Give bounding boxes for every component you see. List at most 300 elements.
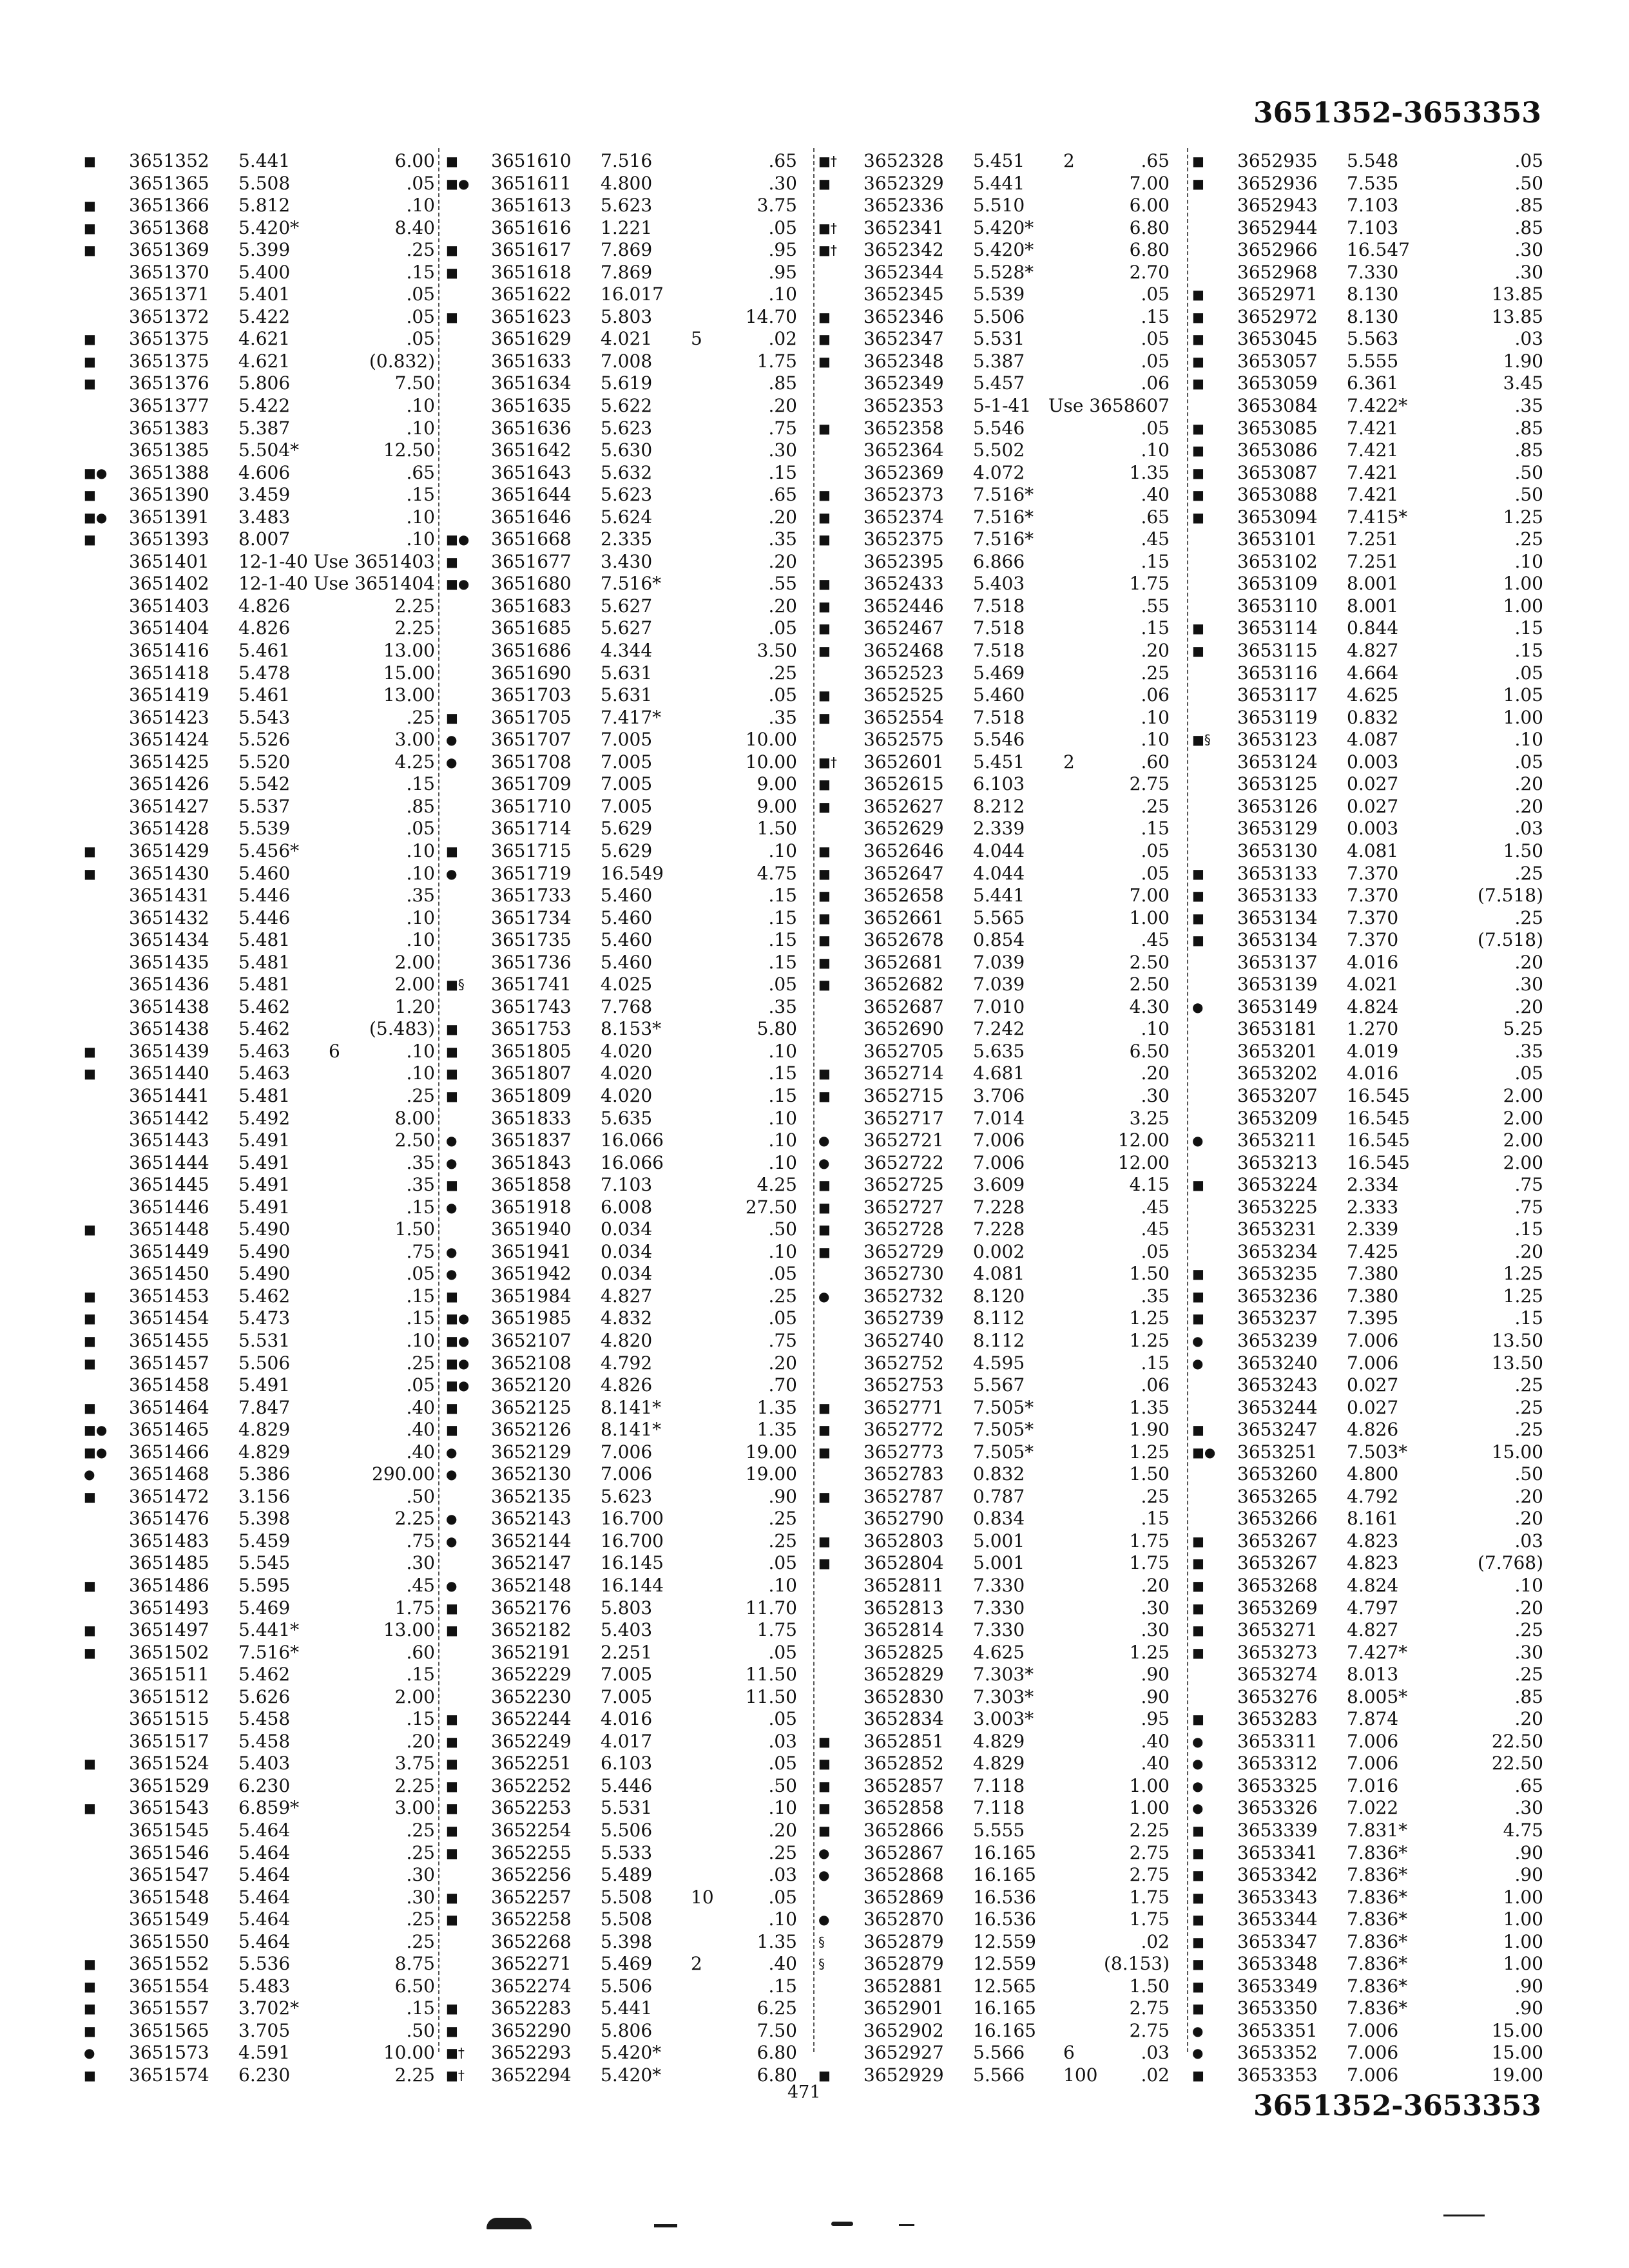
- part-number: 3653124: [1237, 751, 1318, 773]
- group-code: 5.624: [601, 506, 653, 528]
- price-value: 7.00: [1129, 172, 1170, 194]
- row-marker: ■●: [446, 1378, 470, 1394]
- part-number: 3651550: [129, 1930, 209, 1952]
- part-number: 3652722: [863, 1151, 944, 1173]
- group-code: 6.866: [973, 550, 1025, 572]
- price-value: 10.00: [383, 2042, 435, 2064]
- group-code: 8.112: [973, 1307, 1025, 1329]
- price-value: 1.90: [1129, 1419, 1170, 1441]
- price-value: 5.80: [757, 1018, 797, 1040]
- part-number: 3653274: [1237, 1664, 1318, 1686]
- column-divider: [438, 148, 439, 2052]
- row-marker: ■: [84, 1644, 96, 1660]
- group-code: 4.087: [1347, 729, 1399, 751]
- row-marker: ■: [1192, 1622, 1204, 1639]
- group-code: 2.335: [601, 528, 653, 550]
- group-code: 7.505*: [973, 1396, 1034, 1418]
- price-value: .95: [768, 261, 797, 283]
- part-number: 3651445: [129, 1174, 209, 1196]
- price-value: .10: [768, 1240, 797, 1262]
- price-value: .15: [768, 929, 797, 951]
- price-value: .50: [768, 1774, 797, 1796]
- row-marker: ■: [84, 1956, 96, 1972]
- price-value: .05: [1141, 1240, 1170, 1262]
- part-number: 3651393: [129, 528, 209, 550]
- row-marker: ■: [1192, 1311, 1204, 1327]
- group-code: 6.361: [1347, 372, 1399, 394]
- group-code: 5.481: [238, 929, 291, 951]
- price-value: .05: [768, 1641, 797, 1663]
- price-value: .35: [406, 885, 435, 907]
- group-code: 5.623: [601, 417, 653, 439]
- group-code: 7.421: [1347, 461, 1399, 483]
- group-code: 5.460: [601, 907, 653, 928]
- price-value: 3.00: [394, 729, 435, 751]
- group-code: 5.631: [601, 662, 653, 684]
- price-value: .25: [406, 1352, 435, 1374]
- group-code: 7.006: [973, 1129, 1025, 1151]
- part-number: 3651703: [491, 684, 572, 706]
- part-number: 3652678: [863, 929, 944, 951]
- group-code: 5.451: [973, 150, 1025, 171]
- group-code: 0.002: [973, 1240, 1025, 1262]
- group-code: 5.422: [238, 305, 291, 327]
- part-number: 3652943: [1237, 195, 1318, 216]
- row-marker: ■: [1192, 443, 1204, 459]
- row-marker: ●: [446, 1533, 458, 1549]
- row-marker: ■: [818, 776, 831, 793]
- price-value: .20: [1514, 1708, 1543, 1730]
- part-number: 3652790: [863, 1508, 944, 1530]
- part-number: 3653244: [1237, 1396, 1318, 1418]
- group-code: 8.120: [973, 1285, 1025, 1307]
- row-marker: ■: [446, 2023, 458, 2039]
- price-value: 4.30: [1129, 995, 1170, 1017]
- row-marker: ■: [1192, 487, 1204, 503]
- part-number: 3651472: [129, 1485, 209, 1507]
- part-number: 3652929: [863, 2064, 944, 2086]
- part-number: 3651809: [491, 1084, 572, 1106]
- group-code: 5.491: [238, 1196, 291, 1218]
- page-range-footer: 3651352-3653353: [1253, 2090, 1541, 2122]
- price-value: 22.50: [1491, 1730, 1543, 1752]
- part-number: 3651918: [491, 1196, 572, 1218]
- part-number: 3651622: [491, 284, 572, 305]
- price-value: .05: [1141, 284, 1170, 305]
- price-value: 2.75: [1129, 2019, 1170, 2041]
- price-value: .20: [768, 1820, 797, 1841]
- group-code: 6.008: [601, 1196, 653, 1218]
- group-code: 3.430: [601, 550, 653, 572]
- part-number: 3652293: [491, 2042, 572, 2064]
- group-code: 7.505*: [973, 1441, 1034, 1463]
- price-value: .40: [1141, 484, 1170, 506]
- price-value: .35: [768, 706, 797, 728]
- group-code: 7.516*: [601, 573, 662, 595]
- part-number: 3652830: [863, 1686, 944, 1707]
- price-value: 2.00: [1503, 1084, 1543, 1106]
- row-marker: ■: [446, 1288, 458, 1304]
- row-marker: ●: [446, 1199, 458, 1215]
- group-code: 4.681: [973, 1062, 1025, 1084]
- price-value: (7.518): [1477, 885, 1543, 907]
- price-value: .50: [1514, 461, 1543, 483]
- part-number: 3652375: [863, 528, 944, 550]
- price-value: 9.00: [757, 773, 797, 795]
- row-marker: ■: [818, 1733, 831, 1749]
- group-code: 4.797: [1347, 1597, 1399, 1619]
- row-marker: ■: [446, 1088, 458, 1104]
- row-marker: ■: [1192, 1867, 1204, 1883]
- part-number: 3652730: [863, 1263, 944, 1285]
- part-number: 3653251: [1237, 1441, 1318, 1463]
- price-value: .15: [406, 484, 435, 506]
- part-number: 3651493: [129, 1597, 209, 1619]
- part-number: 3651375: [129, 328, 209, 350]
- price-value: 6.80: [1129, 239, 1170, 261]
- group-code: 16.545: [1347, 1129, 1410, 1151]
- part-number: 3653125: [1237, 773, 1318, 795]
- price-value: .30: [1514, 261, 1543, 283]
- part-number: 3651741: [491, 974, 572, 995]
- group-code: 5.546: [973, 417, 1025, 439]
- part-number: 3651432: [129, 907, 209, 928]
- price-value: .25: [406, 1820, 435, 1841]
- row-marker: ■: [446, 1889, 458, 1905]
- part-number: 3653341: [1237, 1841, 1318, 1863]
- group-code: 2.339: [1347, 1218, 1399, 1240]
- part-number: 3651388: [129, 461, 209, 483]
- price-value: .10: [406, 862, 435, 884]
- part-number: 3653088: [1237, 484, 1318, 506]
- price-value: 2.75: [1129, 1997, 1170, 2019]
- price-value: .75: [768, 1329, 797, 1351]
- part-number: 3651634: [491, 372, 572, 394]
- part-number: 3652364: [863, 439, 944, 461]
- row-marker: ■: [446, 1399, 458, 1416]
- group-code: 7.010: [973, 995, 1025, 1017]
- price-value: .03: [1514, 818, 1543, 840]
- part-number: 3653326: [1237, 1797, 1318, 1819]
- price-value: .35: [768, 995, 797, 1017]
- group-code: 5.508: [601, 1886, 653, 1908]
- group-code: 4.016: [1347, 1062, 1399, 1084]
- price-value: .10: [1514, 729, 1543, 751]
- group-code: 16.536: [973, 1886, 1036, 1908]
- price-value: .05: [1141, 350, 1170, 372]
- row-marker: ■: [818, 2068, 831, 2084]
- group-code: 7.421: [1347, 439, 1399, 461]
- row-marker: ■: [818, 1533, 831, 1549]
- price-value: 13.85: [1491, 284, 1543, 305]
- group-code: 4.072: [973, 461, 1025, 483]
- group-code: 4.792: [601, 1352, 653, 1374]
- price-value: 1.20: [394, 995, 435, 1017]
- price-value: 11.50: [745, 1686, 797, 1707]
- group-code: 7.836*: [1347, 1975, 1408, 1997]
- row-marker: ■: [1192, 1177, 1204, 1193]
- price-value: .20: [1514, 1240, 1543, 1262]
- group-code: 5.542: [238, 773, 291, 795]
- row-marker: ■: [1192, 1555, 1204, 1571]
- group-code: 5.420*: [601, 2042, 662, 2064]
- group-code: 8.112: [973, 1329, 1025, 1351]
- part-number: 3651401: [129, 550, 209, 572]
- row-marker: ■: [84, 220, 96, 236]
- part-number: 3651984: [491, 1285, 572, 1307]
- price-value: 3.75: [757, 195, 797, 216]
- group-code: 0.034: [601, 1263, 653, 1285]
- row-marker: ■: [818, 487, 831, 503]
- part-number: 3652283: [491, 1997, 572, 2019]
- part-number: 3651644: [491, 484, 572, 506]
- price-value: .75: [768, 417, 797, 439]
- price-value: 2.25: [394, 1774, 435, 1796]
- price-value: 3.75: [394, 1753, 435, 1774]
- price-value: .25: [406, 706, 435, 728]
- part-number: 3652290: [491, 2019, 572, 2041]
- group-code: 5.504*: [238, 439, 300, 461]
- row-marker: ■†: [818, 153, 837, 169]
- group-code: 5.387: [238, 417, 291, 439]
- part-number: 3652690: [863, 1018, 944, 1040]
- part-number: 3651402: [129, 573, 209, 595]
- part-number: 3652130: [491, 1463, 572, 1485]
- group-code: 5.491: [238, 1174, 291, 1196]
- price-value: .05: [768, 1708, 797, 1730]
- part-number: 3651635: [491, 395, 572, 417]
- price-value: .10: [1141, 439, 1170, 461]
- row-marker: ■: [1192, 465, 1204, 481]
- scan-smudge: [899, 2224, 914, 2226]
- price-value: .70: [768, 1374, 797, 1396]
- group-code: 5.635: [601, 1107, 653, 1129]
- group-code: 5.491: [238, 1151, 291, 1173]
- part-number: 3652143: [491, 1508, 572, 1530]
- part-number: 3653311: [1237, 1730, 1318, 1752]
- part-number: 3651430: [129, 862, 209, 884]
- group-code: 0.027: [1347, 795, 1399, 817]
- group-code: 7.836*: [1347, 1930, 1408, 1952]
- price-value: .75: [1514, 1174, 1543, 1196]
- row-marker: ■: [818, 1222, 831, 1238]
- price-value: 1.00: [1503, 1908, 1543, 1930]
- part-number: 3652294: [491, 2064, 572, 2086]
- group-code: 5.492: [238, 1107, 291, 1129]
- part-number: 3652344: [863, 261, 944, 283]
- group-code: 7.118: [973, 1774, 1025, 1796]
- group-code: 7.118: [973, 1797, 1025, 1819]
- price-value: .20: [406, 1730, 435, 1752]
- price-value: 1.50: [1503, 840, 1543, 861]
- part-number: 3651610: [491, 150, 572, 171]
- price-value: .15: [1141, 617, 1170, 639]
- group-code: 5.629: [601, 840, 653, 861]
- row-marker: ●: [84, 2045, 95, 2061]
- price-value: Use 3651404: [313, 573, 435, 595]
- row-marker: ■: [84, 2068, 96, 2084]
- group-code: 12.565: [973, 1975, 1036, 1997]
- part-number: 3651426: [129, 773, 209, 795]
- row-marker: ■: [818, 331, 831, 347]
- group-code: 5.001: [973, 1530, 1025, 1552]
- part-number: 3652771: [863, 1396, 944, 1418]
- group-code: 5.565: [973, 907, 1025, 928]
- price-value: 1.35: [757, 1419, 797, 1441]
- row-marker: ■: [818, 954, 831, 970]
- price-value: 1.25: [1129, 1641, 1170, 1663]
- price-value: .30: [406, 1864, 435, 1886]
- price-value: .75: [406, 1240, 435, 1262]
- part-number: 3651708: [491, 751, 572, 773]
- price-value: 290.00: [372, 1463, 435, 1485]
- group-code: 3.156: [238, 1485, 291, 1507]
- group-code: 4.621: [238, 328, 291, 350]
- price-value: .10: [406, 840, 435, 861]
- group-code: 4.824: [1347, 1575, 1399, 1596]
- part-number: 3651515: [129, 1708, 209, 1730]
- group-code: 12-1-40: [238, 573, 308, 595]
- part-number: 3651443: [129, 1129, 209, 1151]
- row-marker: ■: [84, 843, 96, 859]
- group-code: 7.242: [973, 1018, 1025, 1040]
- part-number: 3652879: [863, 1953, 944, 1975]
- price-value: .40: [406, 1441, 435, 1463]
- part-number: 3652255: [491, 1841, 572, 1863]
- price-value: .15: [768, 1975, 797, 1997]
- part-number: 3651616: [491, 216, 572, 238]
- group-code: 4.344: [601, 640, 653, 662]
- price-value: .05: [1514, 662, 1543, 684]
- row-marker: ■: [446, 1600, 458, 1616]
- part-number: 3652341: [863, 216, 944, 238]
- part-number: 3652879: [863, 1930, 944, 1952]
- group-code: 5.399: [238, 239, 291, 261]
- price-value: .65: [1141, 150, 1170, 171]
- price-value: .15: [1514, 617, 1543, 639]
- price-value: 4.75: [1503, 1820, 1543, 1841]
- part-number: 3653119: [1237, 706, 1318, 728]
- row-marker: ■: [1192, 1578, 1204, 1593]
- group-code: 0.027: [1347, 1374, 1399, 1396]
- row-marker: ■: [818, 843, 831, 859]
- group-code: 5.446: [601, 1774, 653, 1796]
- price-value: .15: [1141, 1508, 1170, 1530]
- price-value: (7.768): [1477, 1552, 1543, 1574]
- row-marker: ■: [1192, 2068, 1204, 2084]
- part-number: 3653094: [1237, 506, 1318, 528]
- group-code: 7.516: [601, 150, 653, 171]
- part-number: 3652968: [1237, 261, 1318, 283]
- part-number: 3651629: [491, 328, 572, 350]
- group-code: 6.859*: [238, 1797, 300, 1819]
- group-code: 4.595: [973, 1352, 1025, 1374]
- group-code: 5.386: [238, 1463, 291, 1485]
- group-code: 5.536: [238, 1953, 291, 1975]
- group-code: 7.005: [601, 729, 653, 751]
- group-code: 4.827: [1347, 640, 1399, 662]
- part-number: 3651743: [491, 995, 572, 1017]
- group-code: 5.635: [973, 1040, 1025, 1062]
- row-marker: ●: [1192, 1733, 1204, 1749]
- group-code: 4.829: [238, 1419, 291, 1441]
- part-number: 3651646: [491, 506, 572, 528]
- group-code: 0.034: [601, 1218, 653, 1240]
- quantity-note: 6: [1063, 2042, 1075, 2064]
- price-value: .85: [406, 795, 435, 817]
- part-number: 3653084: [1237, 395, 1318, 417]
- group-code: 5.460: [601, 885, 653, 907]
- part-number: 3653236: [1237, 1285, 1318, 1307]
- part-number: 3653235: [1237, 1263, 1318, 1285]
- part-number: 3653207: [1237, 1084, 1318, 1106]
- price-value: .10: [406, 528, 435, 550]
- group-code: 8.153*: [601, 1018, 662, 1040]
- group-code: 7.417*: [601, 706, 662, 728]
- row-marker: ■: [1192, 1823, 1204, 1839]
- part-number: 3652772: [863, 1419, 944, 1441]
- part-number: 3651466: [129, 1441, 209, 1463]
- part-number: 3651391: [129, 506, 209, 528]
- price-value: .05: [406, 1374, 435, 1396]
- row-marker: ●: [818, 1155, 830, 1171]
- part-number: 3651843: [491, 1151, 572, 1173]
- price-value: .95: [1141, 1708, 1170, 1730]
- part-number: 3651383: [129, 417, 209, 439]
- row-marker: ■: [1192, 1422, 1204, 1438]
- group-code: 2.333: [1347, 1196, 1399, 1218]
- part-number: 3652715: [863, 1084, 944, 1106]
- part-number: 3652129: [491, 1441, 572, 1463]
- part-number: 3652866: [863, 1820, 944, 1841]
- price-value: .15: [1514, 1218, 1543, 1240]
- price-value: 15.00: [1491, 2019, 1543, 2041]
- part-number: 3652148: [491, 1575, 572, 1596]
- group-code: 7.516*: [238, 1641, 300, 1663]
- group-code: 16.165: [973, 1841, 1036, 1863]
- group-code: 4.827: [1347, 1619, 1399, 1641]
- price-value: .10: [768, 1908, 797, 1930]
- price-value: .90: [1514, 1841, 1543, 1863]
- part-number: 3651617: [491, 239, 572, 261]
- row-marker: ●: [84, 1466, 95, 1483]
- part-number: 3651424: [129, 729, 209, 751]
- row-marker: ■: [1192, 153, 1204, 169]
- price-value: 7.50: [757, 2019, 797, 2041]
- row-marker: ●: [818, 1288, 830, 1304]
- group-code: 5.403: [601, 1619, 653, 1641]
- part-number: 3651683: [491, 595, 572, 617]
- price-value: .25: [406, 1084, 435, 1106]
- row-marker: ●: [1192, 1778, 1204, 1794]
- part-number: 3651448: [129, 1218, 209, 1240]
- group-code: 8.130: [1347, 284, 1399, 305]
- part-number: 3652868: [863, 1864, 944, 1886]
- part-number: 3652901: [863, 1997, 944, 2019]
- row-marker: ■: [1192, 376, 1204, 392]
- price-value: 1.00: [1503, 573, 1543, 595]
- part-number: 3651434: [129, 929, 209, 951]
- price-value: .05: [1141, 840, 1170, 861]
- price-value: .30: [768, 439, 797, 461]
- group-code: 5.481: [238, 1084, 291, 1106]
- row-marker: ■: [1192, 1934, 1204, 1950]
- part-number: 3653243: [1237, 1374, 1318, 1396]
- price-value: .10: [406, 929, 435, 951]
- price-value: .25: [406, 239, 435, 261]
- price-value: 4.75: [757, 862, 797, 884]
- part-number: 3652253: [491, 1797, 572, 1819]
